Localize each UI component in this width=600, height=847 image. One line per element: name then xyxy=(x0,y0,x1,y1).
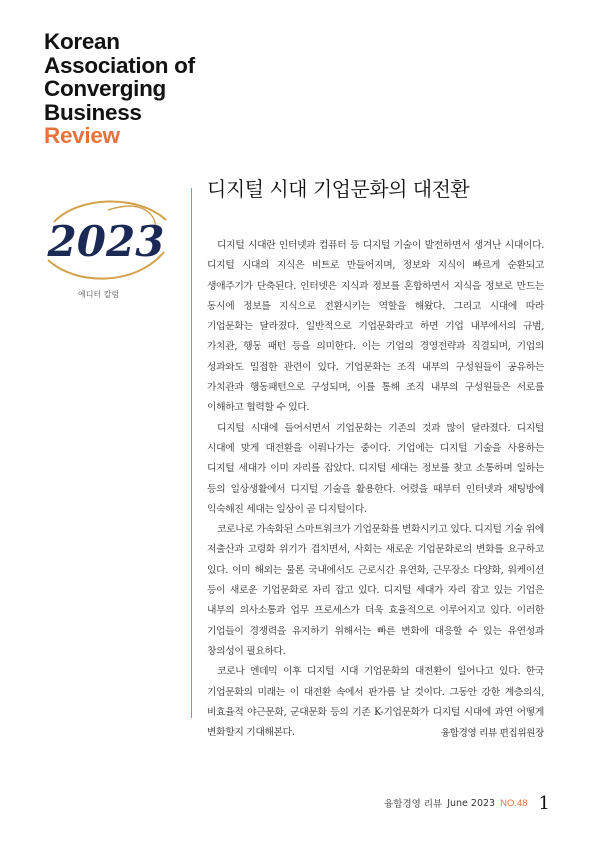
paragraph: 코로나 엔데믹 이후 디지털 시대 기업문화의 대전환이 일어나고 있다. 한국 기업문화의 미래는 이 대전환 속에서 판가름 날 것이다. 그동안 강한 계층의식, 비효율적 야근문화, 군대문화 등의 기존 K-기업문화가 디지털 시대에 과연 어떻게 변화할지 기대해본다. xyxy=(207,666,544,739)
masthead-line-3: Converging xyxy=(44,76,167,101)
year-2023-logo xyxy=(38,190,173,310)
author-signature: 융합경영 리뷰 편집위원장 xyxy=(440,728,544,739)
page-footer xyxy=(384,790,550,816)
vertical-divider xyxy=(191,188,192,718)
year-2023-logo-art xyxy=(38,190,173,310)
footer-date: June 2023 xyxy=(447,797,496,809)
logo-year-text: 2023 xyxy=(47,217,165,266)
masthead-line-2: Association of xyxy=(44,52,195,78)
masthead-review: Review xyxy=(44,123,120,148)
page-number: 1 xyxy=(538,792,550,814)
journal-masthead xyxy=(44,30,195,148)
masthead-line-4: Business xyxy=(44,99,142,125)
masthead-line-1: Korean xyxy=(44,29,120,54)
editor-column-caption: 에디터 칼럼 xyxy=(78,290,120,299)
paragraph: 디지털 시대란 인터넷과 컴퓨터 등 디지털 기술이 발전하면서 생겨난 시대이다. 디지털 시대의 지식은 비트로 만들어지며, 정보와 지식이 빠르게 순환되고 생애주기가 단축된다. 인터넷은 지식과 정보를 혼합하면서 지식을 정보로 만드는 동시에 정보를 지식으로 전환시키는 역할을 해왔다. 그리고 시대에 따라 기업문화는 달라졌다. 일반적으로 기업문화라고 하면 기업 내부에서의 규범, 가치관, 행동 패턴 등을 의미한다. 이는 기업의 경영전략과 직결되며, 기업의 성과와도 밀접한 관련이 있다. 기업문화는 조직 내부의 구성원들이 공유하는 가치관과 행동패턴으로 구성되며, 이를 통해 조직 내부의 구성원들은 서로를 이해하고 협력할 수 있다. xyxy=(207,240,544,414)
paragraph: 코로나로 가속화된 스마트워크가 기업문화를 변화시키고 있다. 디지털 기술 위에 저출산과 고령화 위기가 겹치면서, 사회는 새로운 기업문화로의 변화를 요구하고 있다. 이미 해외는 물론 국내에서도 근로시간 유연화, 근무장소 다양화, 워케이션 등이 새로운 기업문화로 자리 잡고 있다. 디지털 세대가 자리 잡고 있는 기업은 내부의 의사소통과 업무 프로세스가 더욱 효율적으로 이루어지고 있다. 이러한 기업들이 경쟁력을 유지하기 위해서는 빠른 변화에 대응할 수 있는 유연성과 창의성이 필요하다. xyxy=(207,524,544,657)
paragraph: 디지털 시대에 들어서면서 기업문화는 기존의 것과 많이 달라졌다. 디지털 시대에 맞게 대전환을 이뤄나가는 중이다. 기업에는 디지털 기술을 사용하는 디지털 세대가 이미 자리를 잡았다. 디지털 세대는 정보를 찾고 소통하며 일하는 등의 일상생활에서 디지털 기술을 활용한다. 어렸을 때부터 인터넷과 채팅방에 익숙해진 세대는 일상이 곧 디지털이다. xyxy=(207,422,544,515)
footer-issue: NO.48 xyxy=(500,797,528,809)
article-body xyxy=(207,236,544,743)
article-title: 디지털 시대 기업문화의 대전환 xyxy=(207,177,470,201)
footer-journal: 융합경영 리뷰 xyxy=(384,799,443,810)
